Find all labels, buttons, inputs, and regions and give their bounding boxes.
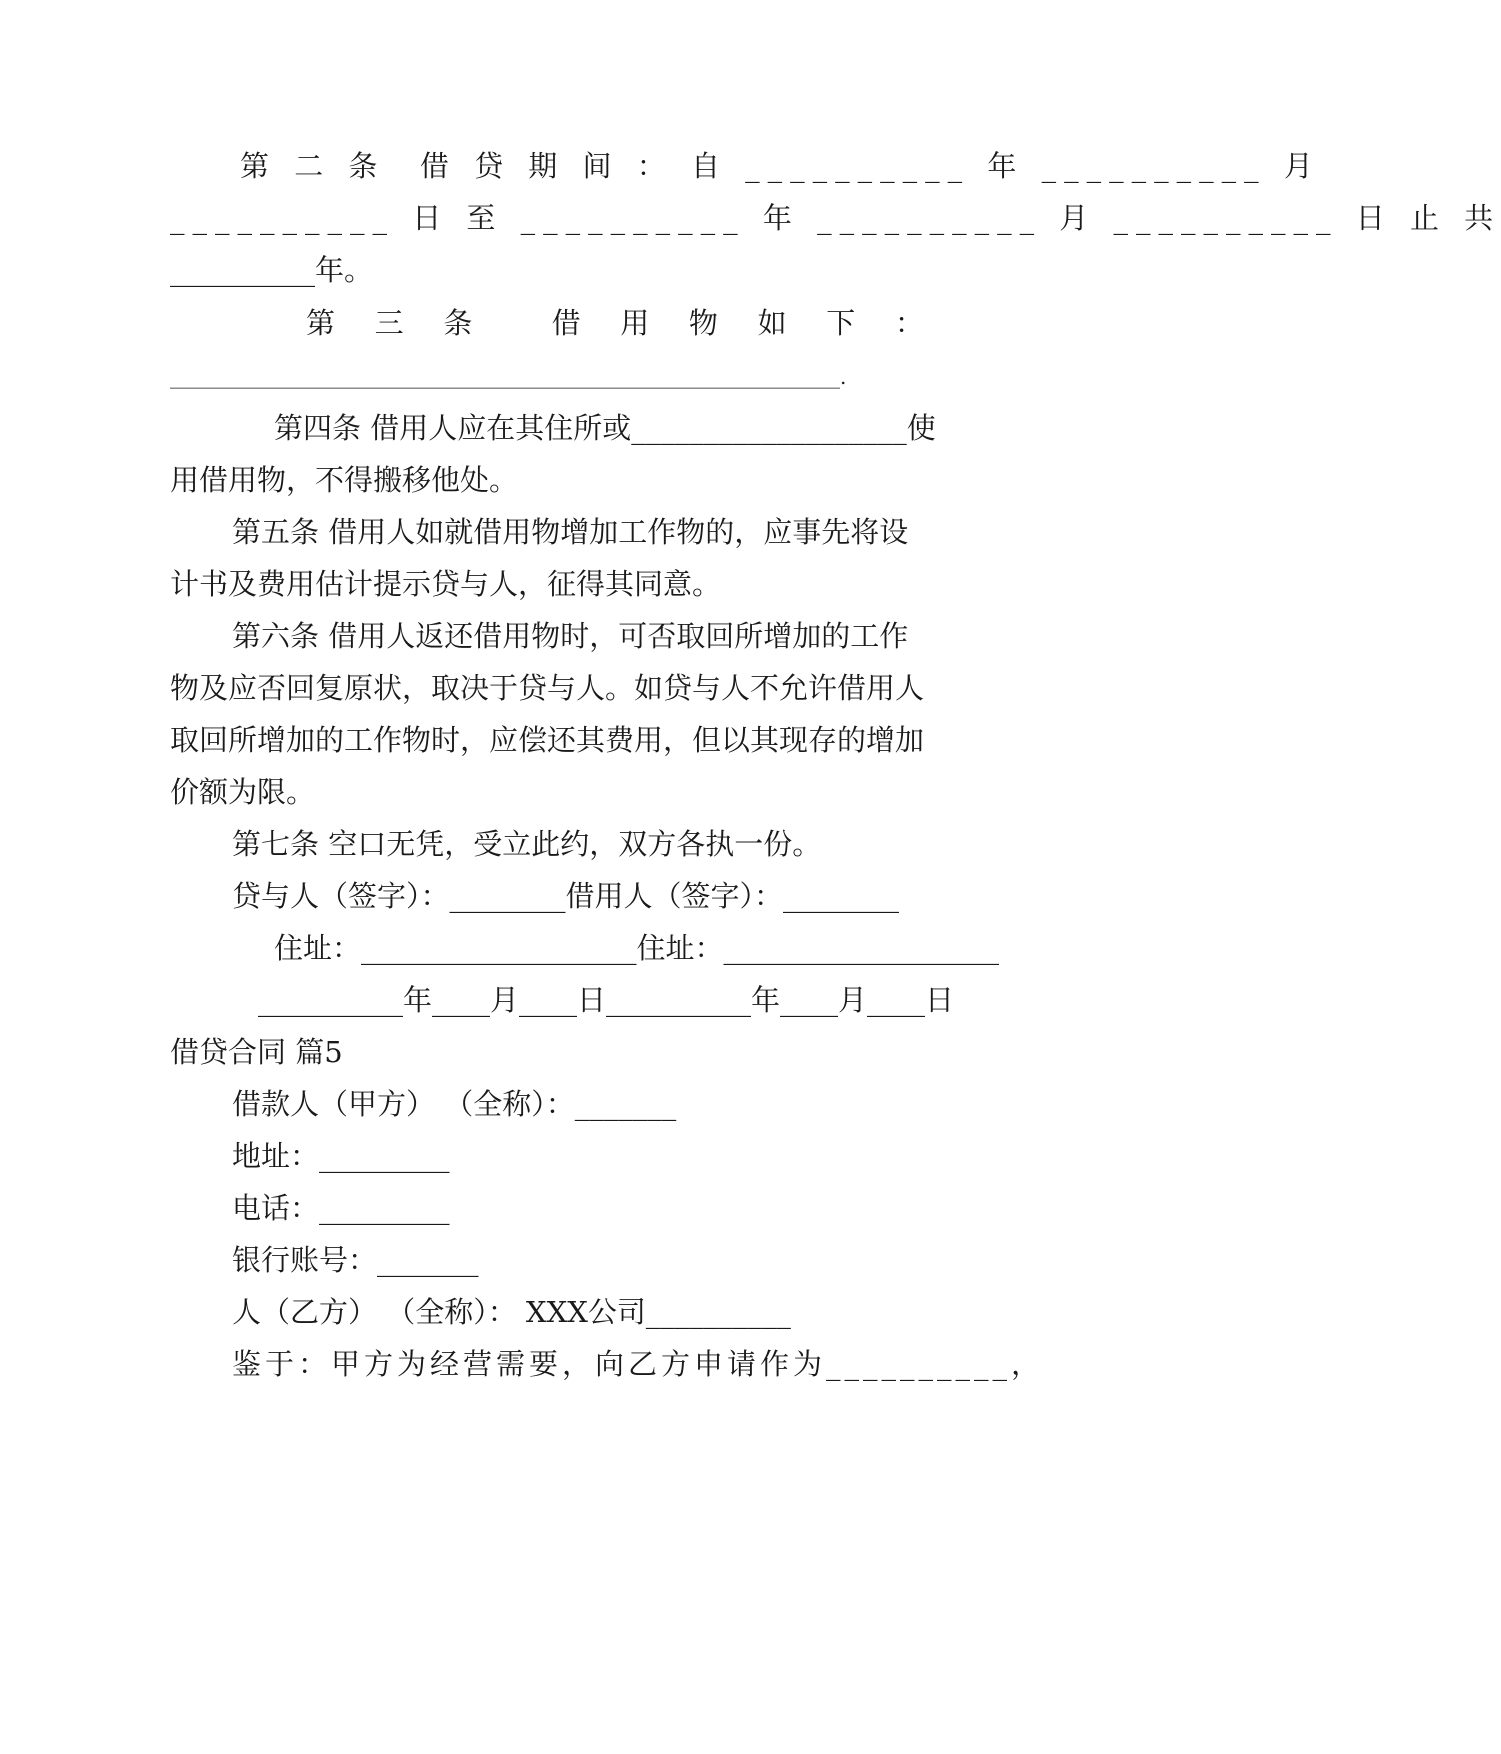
article-4-line-1: 第四条 借用人应在其住所或___________________使 [274, 411, 936, 445]
borrower-bank-line: 银行账号：_______ [232, 1243, 479, 1277]
article-6-line-2: 物及应否回复原状，取决于贷与人。如贷与人不允许借用人 [170, 671, 925, 705]
signature-line: 贷与人（签字）：________借用人（签字）：________ [232, 879, 900, 913]
article-3-char: ： [894, 306, 924, 340]
article-5-line-2: 计书及费用估计提示贷与人，征得其同意。 [170, 567, 722, 601]
article-5-line-1: 第五条 借用人如就借用物增加工作物的，应事先将设 [232, 515, 909, 549]
article-2-line-1: 第 二 条 借 贷 期 间 ： 自 __________ 年 __________ 月 [240, 149, 1321, 183]
article-4-line-2: 用借用物，不得搬移他处。 [170, 463, 519, 497]
article-3-char: 三 [374, 306, 404, 340]
date-line: __________年____月____日__________年____月____日 [258, 983, 955, 1017]
borrower-address-line: 地址：_________ [232, 1139, 450, 1173]
article-3-char: 用 [620, 306, 650, 340]
borrower-phone-line: 电话：_________ [232, 1191, 450, 1225]
article-3-char: 如 [757, 306, 787, 340]
article-3-char: 第 [306, 306, 336, 340]
article-3-blank-line: ___________________________________________________________________. [170, 365, 847, 389]
article-3-char: 物 [688, 306, 718, 340]
section-heading: 借贷合同 篇5 [170, 1035, 343, 1069]
address-line: 住址：___________________住址：___________________ [274, 931, 1000, 965]
article-3-char: 借 [551, 306, 581, 340]
article-3-char: 下 [826, 306, 856, 340]
borrower-name-line: 借款人（甲方） （全称）：_______ [232, 1087, 677, 1121]
article-3-line-1 [306, 303, 924, 343]
article-6-line-4: 价额为限。 [170, 775, 316, 809]
article-6-line-3: 取回所增加的工作物时，应偿还其费用，但以其现存的增加 [170, 723, 925, 757]
article-6-line-1: 第六条 借用人返还借用物时，可否取回所增加的工作 [232, 619, 909, 653]
whereas-line: 鉴于：甲方为经营需要，向乙方申请作为__________， [232, 1347, 1045, 1381]
article-2-line-3: __________年。 [170, 253, 374, 287]
article-7-line: 第七条 空口无凭，受立此约，双方各执一份。 [232, 827, 822, 861]
article-3-char: 条 [443, 306, 473, 340]
article-2-line-2: __________ 日 至 __________ 年 __________ 月 __________ 日 止 共 [170, 201, 1501, 235]
lender-name-line: 人（乙方） （全称）： XXX公司__________ [232, 1295, 791, 1329]
